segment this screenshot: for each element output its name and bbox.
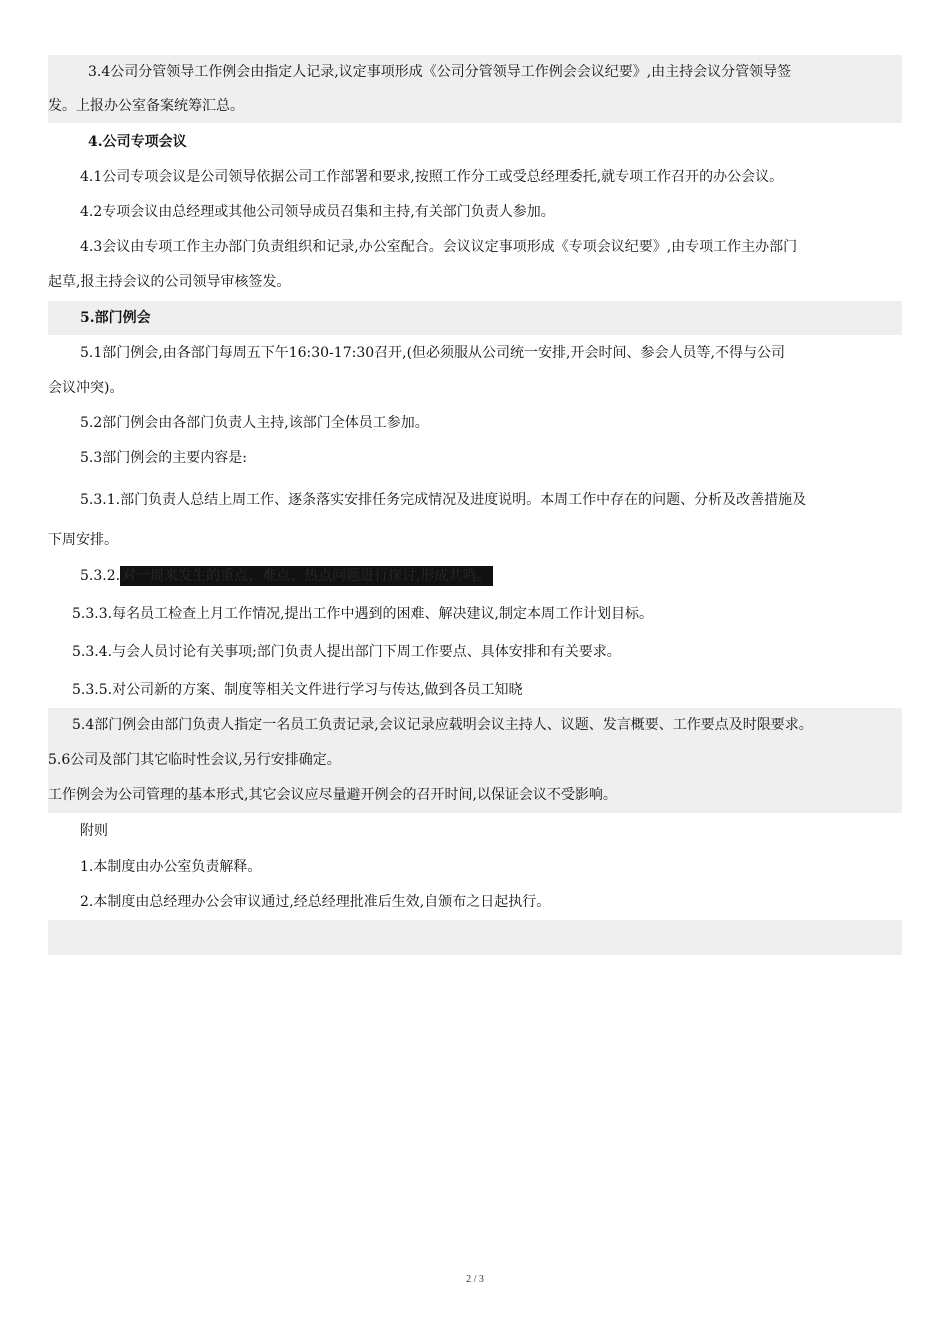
paragraph-4-2: 4.2专项会议由总经理或其他公司领导成员召集和主持,有关部门负责人参加。	[80, 204, 555, 220]
paragraph-4-3	[48, 230, 902, 300]
paragraph-5-3-5: 5.3.5.对公司新的方案、制度等相关文件进行学习与传达,做到各员工知晓	[72, 682, 523, 698]
paragraph-4-3-line-2: 起草,报主持会议的公司领导审核签发。	[48, 274, 291, 290]
paragraph-5-3-4: 5.3.4.与会人员讨论有关事项;部门负责人提出部门下周工作要点、具体安排和有关要求。	[72, 644, 621, 660]
appendix-item-2: 2.本制度由总经理办公会审议通过,经总经理批准后生效,自颁布之日起执行。	[80, 894, 551, 910]
shaded-empty-row	[48, 920, 902, 955]
highlighted-text: 对一周来发生的重点、难点、热点问题进行探讨,形成共鸣。	[122, 568, 491, 584]
paragraph-5-3-2	[48, 558, 902, 594]
paragraph-3-4	[48, 55, 902, 123]
closing-block	[48, 708, 902, 813]
appendix-item-1: 1.本制度由办公室负责解释。	[80, 859, 262, 875]
heading-section-4: 4.公司专项会议	[88, 134, 187, 150]
paragraph-5-6: 5.6公司及部门其它临时性会议,另行安排确定。	[48, 752, 341, 768]
page-number: 2 / 3	[466, 1274, 484, 1285]
paragraph-5-1-line-1: 5.1部门例会,由各部门每周五下午16:30-17:30召开,(但必须服从公司统一安排,开会时间、参会人员等,不得与公司	[80, 345, 785, 361]
heading-section-5: 5.部门例会	[48, 301, 902, 335]
paragraph-5-4: 5.4部门例会由部门负责人指定一名员工负责记录,会议记录应载明会议主持人、议题、发言概要、工作要点及时限要求。	[72, 717, 813, 733]
paragraph-5-3-3: 5.3.3.每名员工检查上月工作情况,提出工作中遇到的困难、解决建议,制定本周工作计划目标。	[72, 606, 653, 622]
paragraph-5-3-2-number: 5.3.2.	[80, 568, 121, 584]
paragraph-5-1	[48, 336, 902, 406]
paragraph-5-1-line-2: 会议冲突)。	[48, 380, 124, 396]
paragraph-5-3-1-line-2: 下周安排。	[48, 532, 118, 548]
paragraph-5-3-1-line-1: 5.3.1.部门负责人总结上周工作、逐条落实安排任务完成情况及进度说明。本周工作中存在的问题、分析及改善措施及	[80, 492, 807, 508]
paragraph-4-3-line-1: 4.3会议由专项工作主办部门负责组织和记录,办公室配合。会议议定事项形成《专项会议纪要》,由专项工作主办部门	[80, 239, 798, 255]
paragraph-4-1: 4.1公司专项会议是公司领导依据公司工作部署和要求,按照工作分工或受总经理委托,就专项工作召开的办公会议。	[80, 169, 784, 185]
paragraph-3-4-line-1: 3.4公司分管领导工作例会由指定人记录,议定事项形成《公司分管领导工作例会会议纪要》,由主持会议分管领导签	[88, 64, 792, 80]
paragraph-5-3-1	[48, 480, 902, 560]
paragraph-5-2: 5.2部门例会由各部门负责人主持,该部门全体员工参加。	[80, 415, 429, 431]
paragraph-work-meeting: 工作例会为公司管理的基本形式,其它会议应尽量避开例会的召开时间,以保证会议不受影响。	[48, 787, 617, 803]
paragraph-3-4-line-2: 发。上报办公室备案统筹汇总。	[48, 98, 244, 114]
appendix-title: 附则	[80, 823, 108, 839]
paragraph-5-3: 5.3部门例会的主要内容是:	[80, 450, 247, 466]
